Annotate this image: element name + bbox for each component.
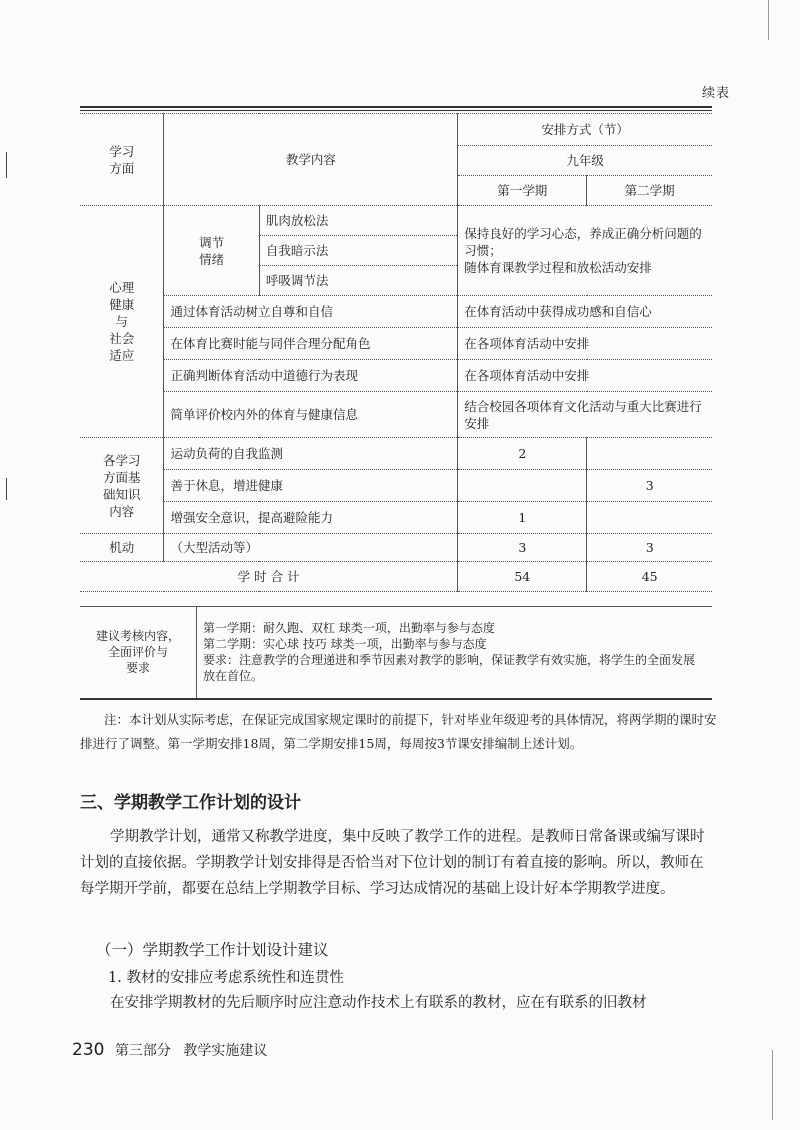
table-row-content: 运动负荷的自我监测 [164, 438, 458, 470]
table-cell-sem1: 2 [458, 438, 587, 470]
table-row-arrangement: 在体育活动中获得成功感和自信心 [458, 296, 712, 328]
footer-part: 第三部分 [114, 1043, 171, 1059]
emotion-arrangement: 保持良好的学习心态，养成正确分析问题的习惯； 随体育课教学过程和放松活动安排 [458, 206, 712, 296]
flex-content: （大型活动等） [164, 534, 458, 562]
evaluation-table [80, 606, 712, 700]
total-sem2: 45 [587, 562, 712, 592]
evaluation-line: 要求：注意教学的合理递进和季节因素对教学的影响，保证教学有效实施，将学生的全面发展放在首位。 [203, 653, 696, 684]
header-sem2: 第二学期 [587, 176, 712, 206]
page-footer [72, 1040, 267, 1060]
emotion-item: 肌肉放松法 [259, 206, 457, 236]
emotion-item: 自我暗示法 [259, 236, 457, 266]
evaluation-line: 第二学期：实心球 技巧 球类一项，出勤率与参与态度 [203, 637, 487, 652]
margin-mark [768, 0, 769, 40]
table-row-content: 正确判断体育活动中道德行为表现 [164, 360, 458, 392]
table-row-content: 善于休息，增进健康 [164, 470, 458, 502]
section-basic-knowledge: 各学习 方面基 础知识 内容 [80, 438, 164, 534]
section-mental-health: 心理 健康 与 社会 适应 [80, 206, 164, 438]
table-top-rule [80, 106, 712, 108]
header-sem1: 第一学期 [458, 176, 587, 206]
flex-label: 机动 [80, 534, 164, 562]
table-cell-sem2 [587, 438, 712, 470]
flex-sem1: 3 [458, 534, 587, 562]
table-row-arrangement: 在各项体育活动中安排 [458, 328, 712, 360]
section-title: 三、学期教学工作计划的设计 [80, 793, 301, 813]
total-label: 学 时 合 计 [80, 562, 458, 592]
margin-mark [6, 152, 7, 178]
emotion-group: 调节 情绪 [164, 206, 259, 296]
header-arrangement: 安排方式（节） [458, 114, 712, 146]
evaluation-line: 第一学期：耐久跑、双杠 球类一项，出勤率与参与态度 [203, 621, 495, 636]
paragraph-1: 学期教学计划，通常又称教学进度，集中反映了教学工作的进程。是教师日常备课或编写课时计划的直接依据。学期教学计划安排得是否恰当对下位计划的制订有着直接的影响。所以，教师在每学期开学前，都要在总结上学期教学目标、学习达成情况的基础上设计好本学期教学进度。 [80, 829, 705, 897]
paragraph-2: 在安排学期教材的先后顺序时应注意动作技术上有联系的教材，应在有联系的旧教材 [110, 995, 647, 1011]
table-row-arrangement: 结合校园各项体育文化活动与重大比赛进行安排 [458, 392, 712, 438]
table-cell-sem2: 3 [587, 470, 712, 502]
item-title: 1. 教材的安排应考虑系统性和连贯性 [108, 970, 344, 986]
margin-mark [772, 1050, 773, 1120]
flex-sem2: 3 [587, 534, 712, 562]
table-row-content: 增强安全意识，提高避险能力 [164, 502, 458, 534]
header-content: 教学内容 [164, 114, 458, 206]
evaluation-label: 建议考核内容， 全面评价与 要求 [80, 607, 197, 699]
table-row-arrangement: 在各项体育活动中安排 [458, 360, 712, 392]
page-number: 230 [72, 1040, 105, 1060]
table-cell-sem1 [458, 470, 587, 502]
continued-label: 续表 [701, 86, 730, 101]
table-top-rule-thin [80, 110, 712, 111]
table-note: 注：本计划从实际考虑，在保证完成国家规定课时的前提下，针对毕业年级迎考的具体情况，将两学期的课时安排进行了调整。第一学期安排18周，第二学期安排15周，每周按3节课安排编制上述计划。 [80, 712, 717, 751]
table-row-content: 通过体育活动树立自尊和自信 [164, 296, 458, 328]
table-row-content: 在体育比赛时能与同伴合理分配角色 [164, 328, 458, 360]
total-sem1: 54 [458, 562, 587, 592]
evaluation-content [197, 607, 713, 699]
footer-title: 教学实施建议 [183, 1043, 268, 1059]
table-cell-sem2 [587, 502, 712, 534]
header-aspect: 学习 方面 [80, 114, 164, 206]
subsection-title: （一）学期教学工作计划设计建议 [96, 941, 329, 959]
header-grade: 九年级 [458, 146, 712, 176]
table-row-content: 简单评价校内外的体育与健康信息 [164, 392, 458, 438]
margin-mark [6, 478, 7, 500]
plan-table [80, 113, 712, 592]
table-cell-sem1: 1 [458, 502, 587, 534]
emotion-item: 呼吸调节法 [259, 266, 457, 296]
